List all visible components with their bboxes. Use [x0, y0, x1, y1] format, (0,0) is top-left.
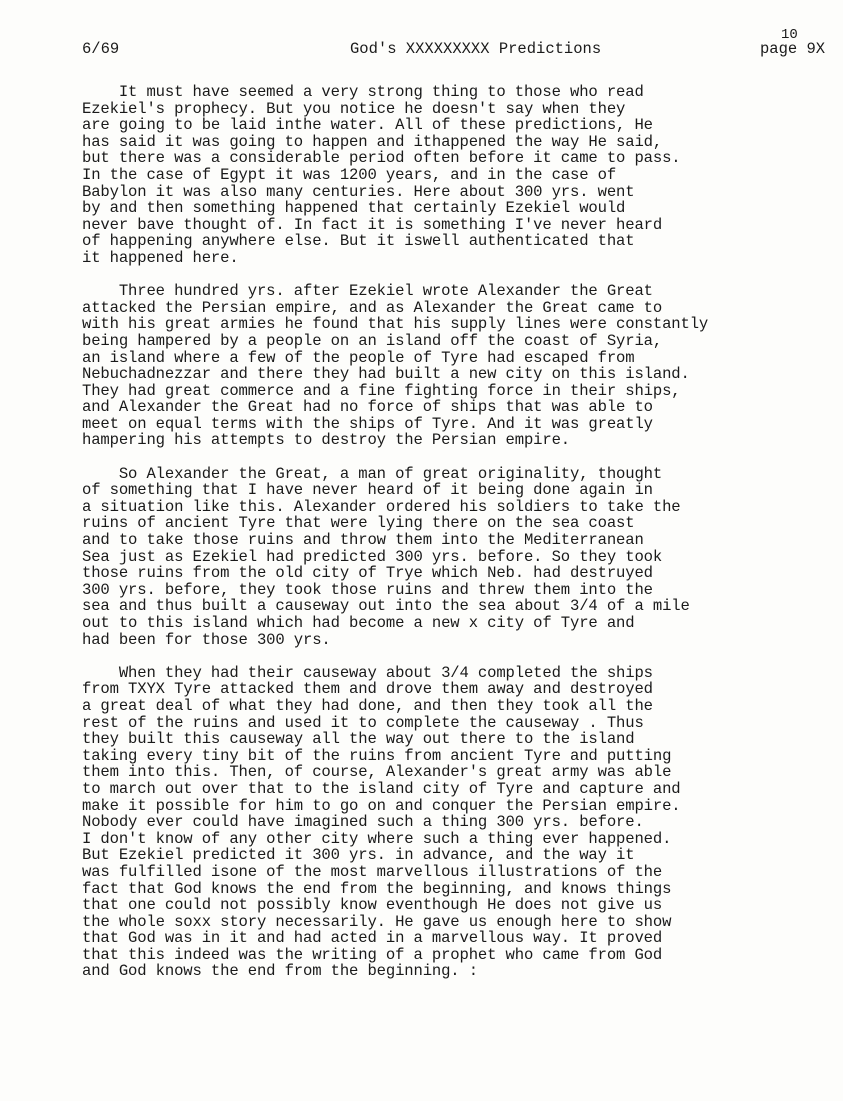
paragraph — [82, 665, 802, 980]
page-date: 6/69 — [82, 40, 120, 58]
text-line: they built this causeway all the way out there to the island — [82, 730, 635, 749]
text-line: taking every tiny bit of the ruins from ancient Tyre and putting — [82, 746, 672, 765]
text-line: of happening anywhere else. But it iswell authenticated that — [82, 232, 635, 251]
page-number-correction: 10 — [781, 27, 798, 43]
document-body — [82, 84, 802, 997]
text-line: that one could not possibly know eventhough He does not give us — [82, 896, 663, 915]
text-line: that this indeed was the writing of a prophet who came from God — [82, 945, 663, 964]
text-line: They had great commerce and a fine fighting force in their ships, — [82, 381, 681, 400]
text-line: Sea just as Ezekiel had predicted 300 yrs. before. So they took — [82, 547, 663, 566]
text-line: was fulfilled isone of the most marvellous illustrations of the — [82, 862, 663, 881]
text-line: from TXYX Tyre attacked them and drove them away and destroyed — [82, 680, 653, 699]
paragraph — [82, 466, 802, 649]
paragraph — [82, 283, 802, 449]
text-line: those ruins from the old city of Trye which Neb. had destruyed — [82, 564, 653, 583]
text-line: and Alexander the Great had no force of ships that was able to — [82, 398, 653, 417]
text-line: 300 yrs. before, they took those ruins and threw them into the — [82, 580, 653, 599]
text-line: never bave thought of. In fact it is something I've never heard — [82, 215, 663, 234]
text-line: it happened here. — [82, 248, 239, 267]
text-line: ruins of ancient Tyre that were lying there on the sea coast — [82, 514, 635, 533]
paragraph — [82, 84, 802, 267]
text-line: Nebuchadnezzar and there they had built a new city on this island. — [82, 365, 690, 384]
text-line: Three hundred yrs. after Ezekiel wrote Alexander the Great — [82, 282, 653, 301]
text-line: and God knows the end from the beginning. : — [82, 962, 478, 981]
text-line: hampering his attempts to destroy the Persian empire. — [82, 431, 571, 450]
text-line: out to this island which had become a new x city of Tyre and — [82, 614, 635, 632]
text-line: Babylon it was also many centuries. Here about 300 yrs. went — [82, 182, 635, 201]
text-line: I don't know of any other city where such a thing ever happened. — [82, 829, 672, 848]
text-line: being hampered by a people on an island off the coast of Syria, — [82, 331, 663, 350]
text-line: fact that God knows the end from the beginning, and knows things — [82, 879, 672, 898]
text-line: So Alexander the Great, a man of great originality, thought — [82, 464, 663, 483]
text-line: But Ezekiel predicted it 300 yrs. in advance, and the way it — [82, 846, 635, 865]
text-line: but there was a considerable period often before it came to pass. — [82, 149, 681, 168]
text-line: by and then something happened that certainly Ezekiel would — [82, 199, 626, 218]
text-line: attacked the Persian empire, and as Alexander the Great came to — [82, 298, 663, 317]
text-line: meet on equal terms with the ships of Tyre. And it was greatly — [82, 414, 653, 433]
text-line: to march out over that to the island city of Tyre and capture and — [82, 779, 681, 798]
text-line: with his great armies he found that his supply lines were constantly — [82, 315, 709, 334]
text-line: It must have seemed a very strong thing to those who read — [82, 83, 644, 101]
text-line: had been for those 300 yrs. — [82, 630, 331, 649]
text-line: sea and thus built a causeway out into the sea about 3/4 of a mile — [82, 597, 690, 616]
page-number: page 9X — [760, 40, 826, 58]
text-line: make it possible for him to go on and conquer the Persian empire. — [82, 796, 681, 815]
text-line: and to take those ruins and throw them into the Mediterranean — [82, 531, 644, 550]
text-line: rest of the ruins and used it to complete the causeway . Thus — [82, 713, 644, 732]
text-line: When they had their causeway about 3/4 completed the ships — [82, 663, 653, 682]
text-line: In the case of Egypt it was 1200 years, and in the case of — [82, 165, 617, 184]
text-line: a great deal of what they had done, and then they took all the — [82, 696, 653, 715]
text-line: them into this. Then, of course, Alexander's great army was able — [82, 763, 672, 782]
page-title: God's XXXXXXXXX Predictions — [350, 40, 602, 58]
text-line: an island where a few of the people of Tyre had escaped from — [82, 348, 635, 367]
text-line: a situation like this. Alexander ordered his soldiers to take the — [82, 497, 681, 516]
text-line: of something that I have never heard of it being done again in — [82, 481, 653, 500]
text-line: the whole soxx story necessarily. He gave us enough here to show — [82, 912, 672, 931]
text-line: that God was in it and had acted in a marvellous way. It proved — [82, 929, 663, 948]
text-line: Ezekiel's prophecy. But you notice he doesn't say when they — [82, 99, 626, 118]
text-line: has said it was going to happen and ithappened the way He said, — [82, 132, 663, 151]
text-line: Nobody ever could have imagined such a thing 300 yrs. before. — [82, 813, 644, 832]
text-line: are going to be laid inthe water. All of these predictions, He — [82, 116, 653, 135]
